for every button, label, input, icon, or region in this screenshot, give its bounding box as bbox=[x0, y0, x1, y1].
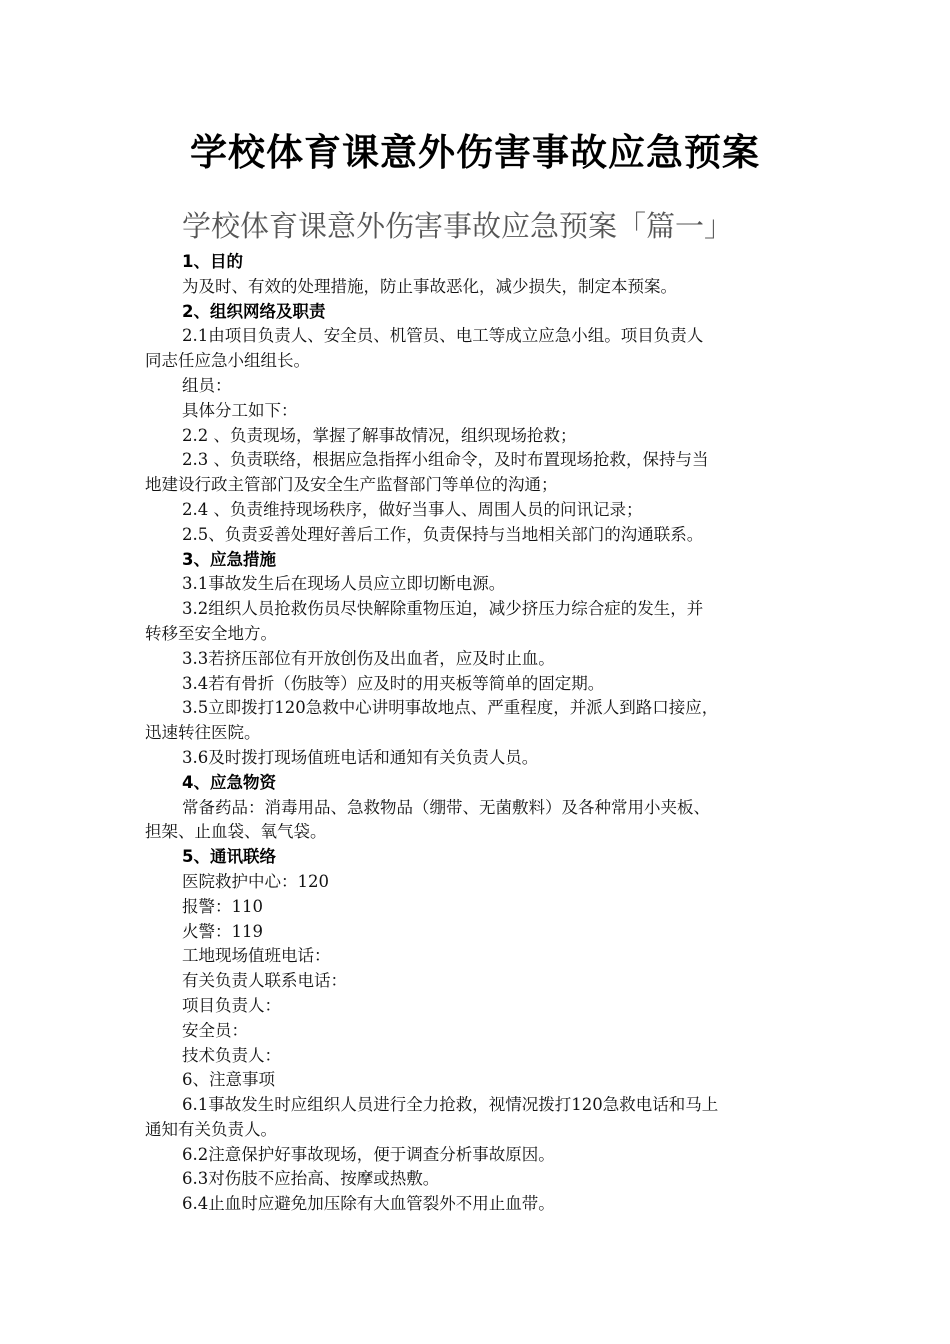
heading-precautions: 6、注意事项 bbox=[182, 1070, 275, 1090]
heading-communication: 5、通讯联络 bbox=[182, 847, 276, 867]
paragraph-line: 2.5、负责妥善处理好善后工作，负责保持与当地相关部门的沟通联系。 bbox=[182, 524, 704, 544]
paragraph-line: 2.2 、负责现场，掌握了解事故情况，组织现场抢救； bbox=[182, 425, 577, 445]
paragraph-line: 地建设行政主管部门及安全生产监督部门等单位的沟通； bbox=[145, 475, 558, 495]
paragraph-line: 6.2注意保护好事故现场，便于调查分析事故原因。 bbox=[182, 1144, 555, 1164]
contact-line: 技术负责人： bbox=[182, 1045, 281, 1065]
section-heading: 学校体育课意外伤害事故应急预案「篇一」 bbox=[182, 209, 734, 243]
paragraph-line: 3.5立即拨打120急救中心讲明事故地点、严重程度，并派人到路口接应， bbox=[182, 698, 719, 718]
contact-line: 安全员： bbox=[182, 1020, 248, 1040]
contact-line: 医院救护中心：120 bbox=[182, 871, 329, 891]
document-title: 学校体育课意外伤害事故应急预案 bbox=[190, 131, 760, 174]
heading-emergency-supplies: 4、应急物资 bbox=[182, 772, 276, 792]
paragraph-line: 担架、止血袋、氧气袋。 bbox=[145, 822, 327, 842]
paragraph-line: 3.4若有骨折（伤肢等）应及时的用夹板等简单的固定期。 bbox=[182, 673, 605, 693]
paragraph-line: 6.4止血时应避免加压除有大血管裂外不用止血带。 bbox=[182, 1194, 555, 1214]
paragraph-line: 同志任应急小组组长。 bbox=[145, 351, 310, 371]
paragraph-line: 3.1事故发生后在现场人员应立即切断电源。 bbox=[182, 574, 506, 594]
contact-line: 火警：119 bbox=[182, 921, 263, 941]
paragraph-line: 2.4 、负责维持现场秩序，做好当事人、周围人员的问讯记录； bbox=[182, 499, 643, 519]
paragraph-line: 组员： bbox=[182, 375, 232, 395]
paragraph-line: 常备药品：消毒用品、急救物品（绷带、无菌敷料）及各种常用小夹板、 bbox=[182, 797, 710, 817]
paragraph-line: 转移至安全地方。 bbox=[145, 623, 277, 643]
heading-organization: 2、组织网络及职责 bbox=[182, 301, 326, 321]
document-body bbox=[145, 250, 813, 1217]
paragraph-line: 具体分工如下： bbox=[182, 400, 298, 420]
paragraph-line: 6.3对伤肢不应抬高、按摩或热敷。 bbox=[182, 1169, 440, 1189]
contact-line: 有关负责人联系电话： bbox=[182, 971, 347, 991]
heading-emergency-measures: 3、应急措施 bbox=[182, 549, 276, 569]
contact-line: 报警：110 bbox=[182, 896, 263, 916]
contact-line: 项目负责人： bbox=[182, 995, 281, 1015]
contact-line: 工地现场值班电话： bbox=[182, 946, 331, 966]
paragraph-line: 6.1事故发生时应组织人员进行全力抢救，视情况拨打120急救电话和马上 bbox=[182, 1095, 719, 1115]
paragraph-line: 为及时、有效的处理措施，防止事故恶化，减少损失，制定本预案。 bbox=[182, 276, 677, 296]
paragraph-line: 3.6及时拨打现场值班电话和通知有关负责人员。 bbox=[182, 747, 539, 767]
paragraph-line: 3.3若挤压部位有开放创伤及出血者，应及时止血。 bbox=[182, 648, 555, 668]
paragraph-line: 3.2组织人员抢救伤员尽快解除重物压迫，减少挤压力综合症的发生，并 bbox=[182, 599, 704, 619]
heading-purpose: 1、目的 bbox=[182, 252, 243, 271]
paragraph-line: 2.1由项目负责人、安全员、机管员、电工等成立应急小组。项目负责人 bbox=[182, 326, 704, 346]
paragraph-line: 2.3 、负责联络，根据应急指挥小组命令，及时布置现场抢救，保持与当 bbox=[182, 450, 709, 470]
paragraph-line: 迅速转往医院。 bbox=[145, 723, 261, 743]
paragraph-line: 通知有关负责人。 bbox=[145, 1119, 277, 1139]
